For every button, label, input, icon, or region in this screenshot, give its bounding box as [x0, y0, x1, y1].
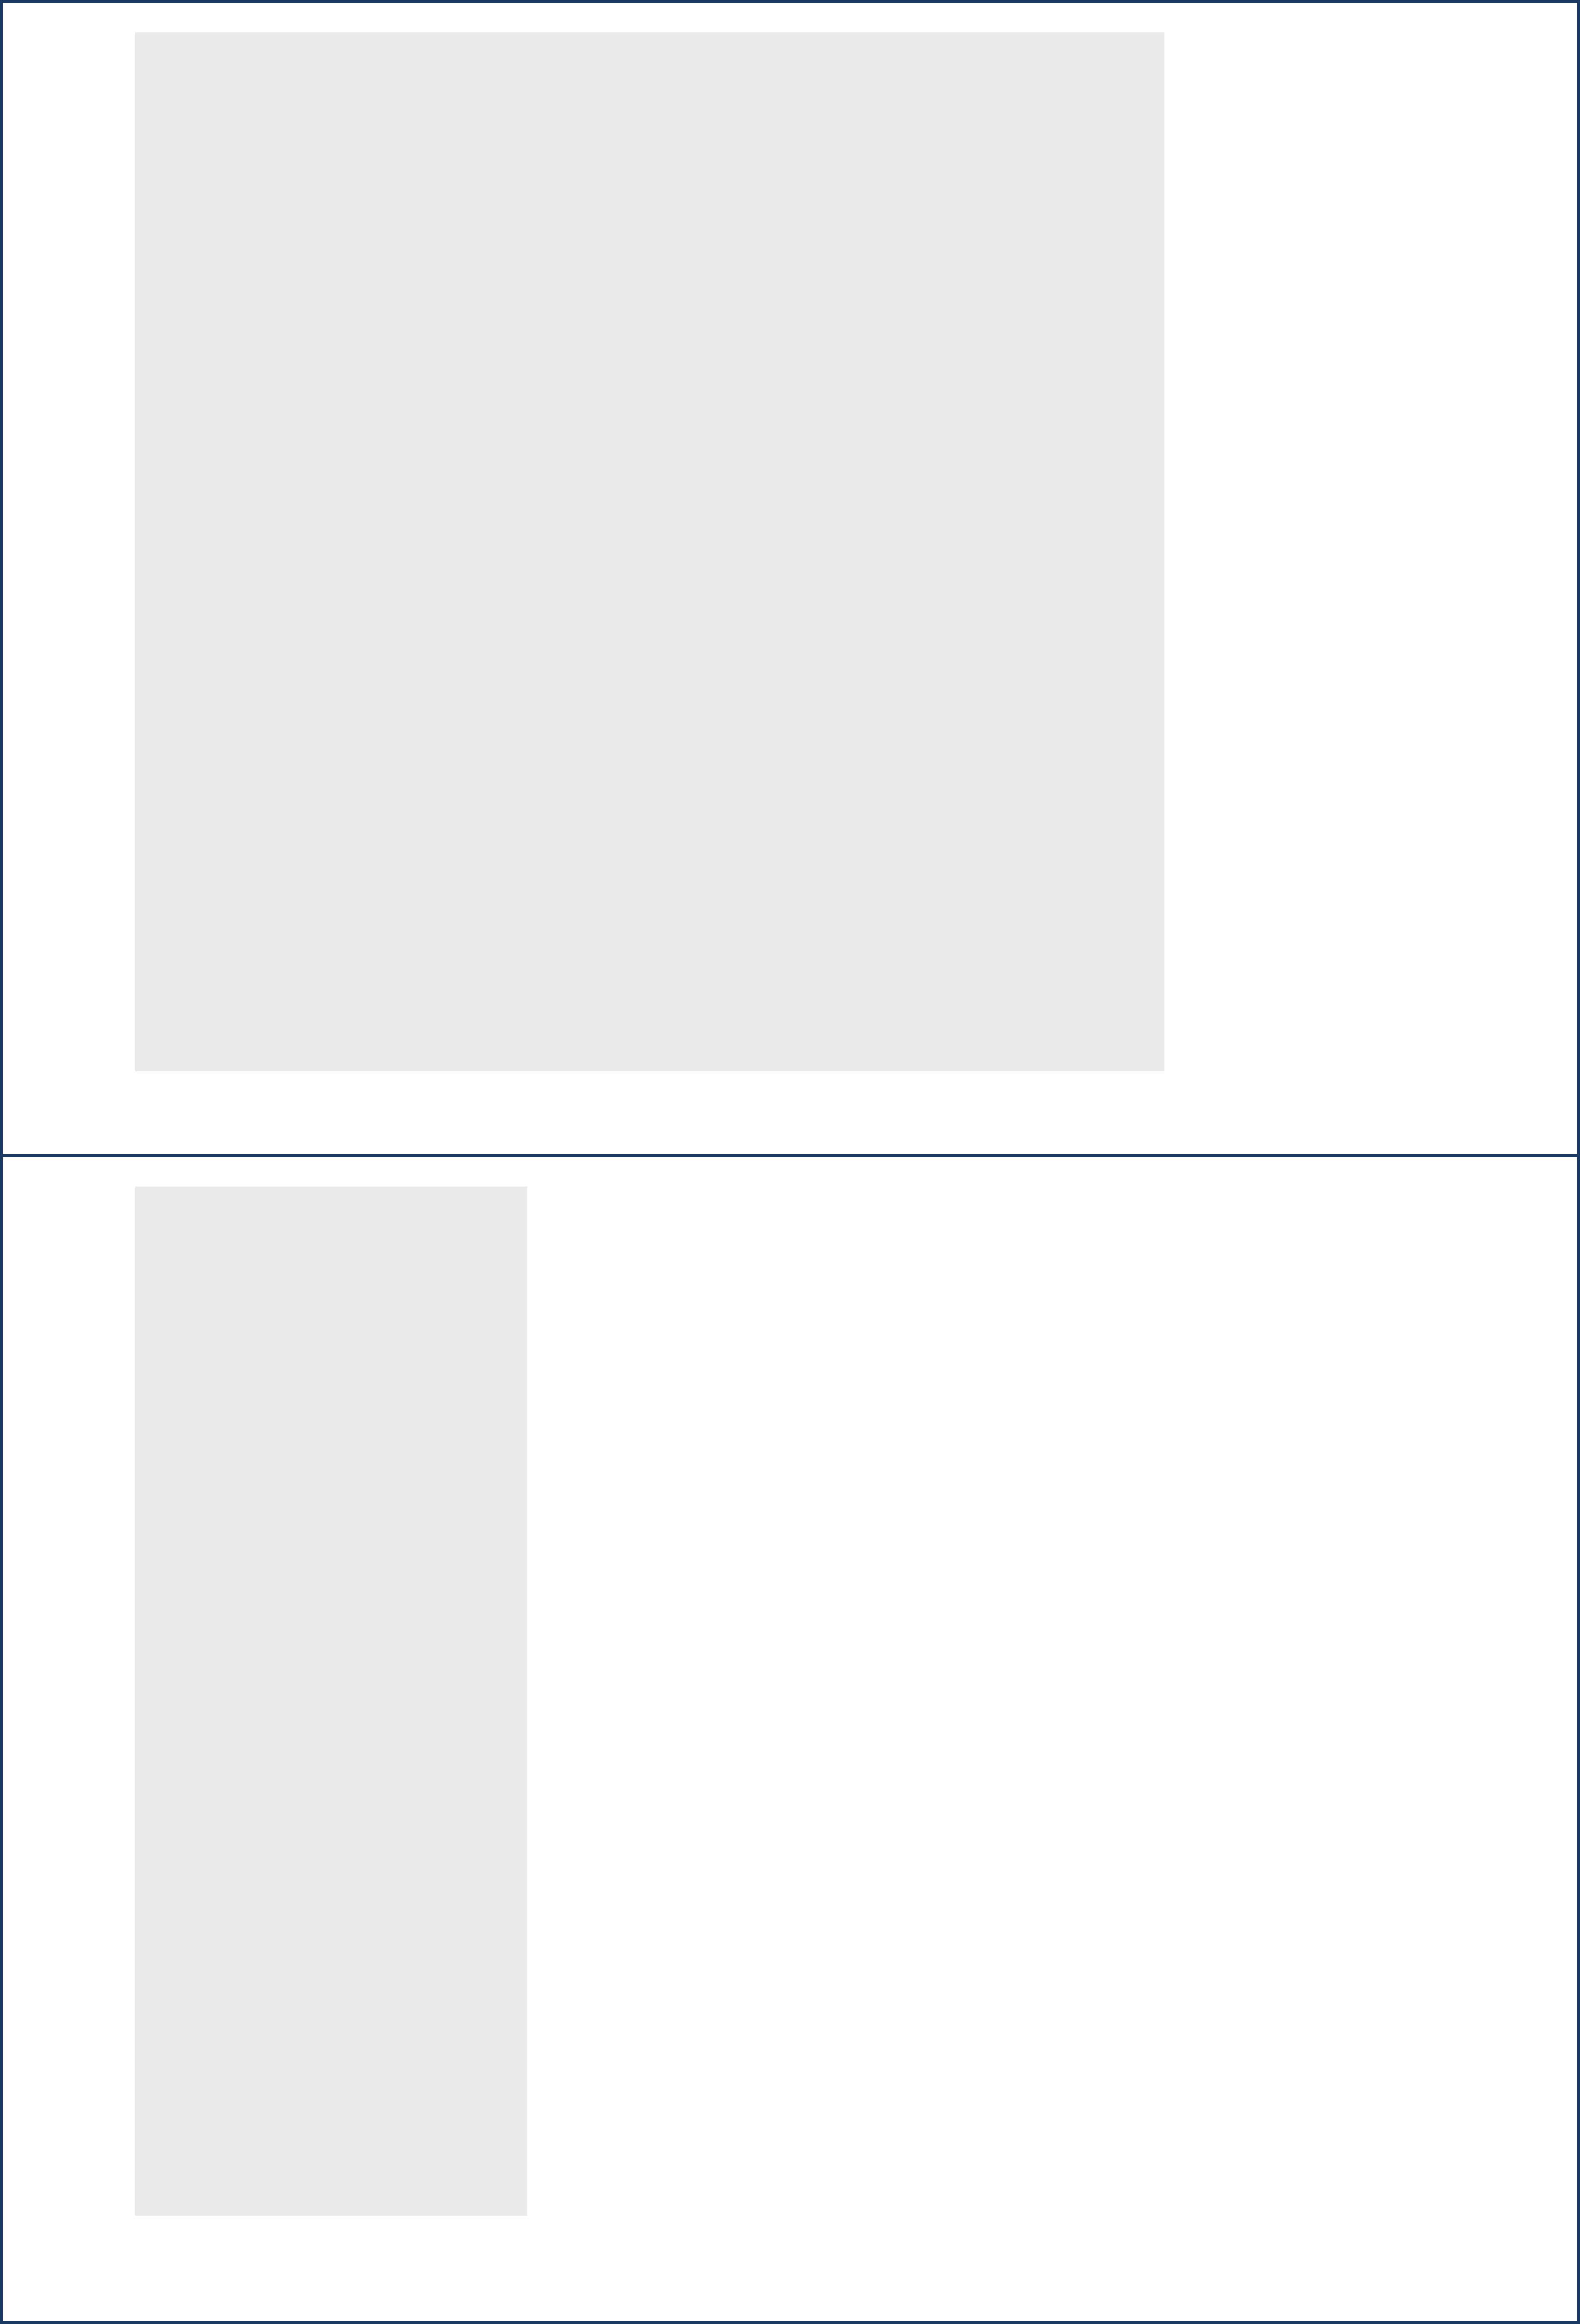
genus-plot-wrap: [135, 1157, 527, 2319]
phylum-legend: [1164, 3, 1577, 1154]
phylum-plot-area: [135, 32, 1164, 1071]
phylum-plot-wrap: [135, 3, 1164, 1154]
phylum-y-axis-title-wrap: [3, 3, 72, 1154]
genus-y-tick-labels: [72, 1157, 135, 2319]
genus-panel: [3, 1157, 1577, 2319]
genus-plot-area: [135, 1187, 527, 2216]
phylum-panel: [3, 3, 1577, 1157]
genus-legend: [527, 1157, 1577, 2319]
phylum-y-tick-labels: [72, 3, 135, 1154]
genus-y-axis-title-wrap: [3, 1157, 72, 2319]
